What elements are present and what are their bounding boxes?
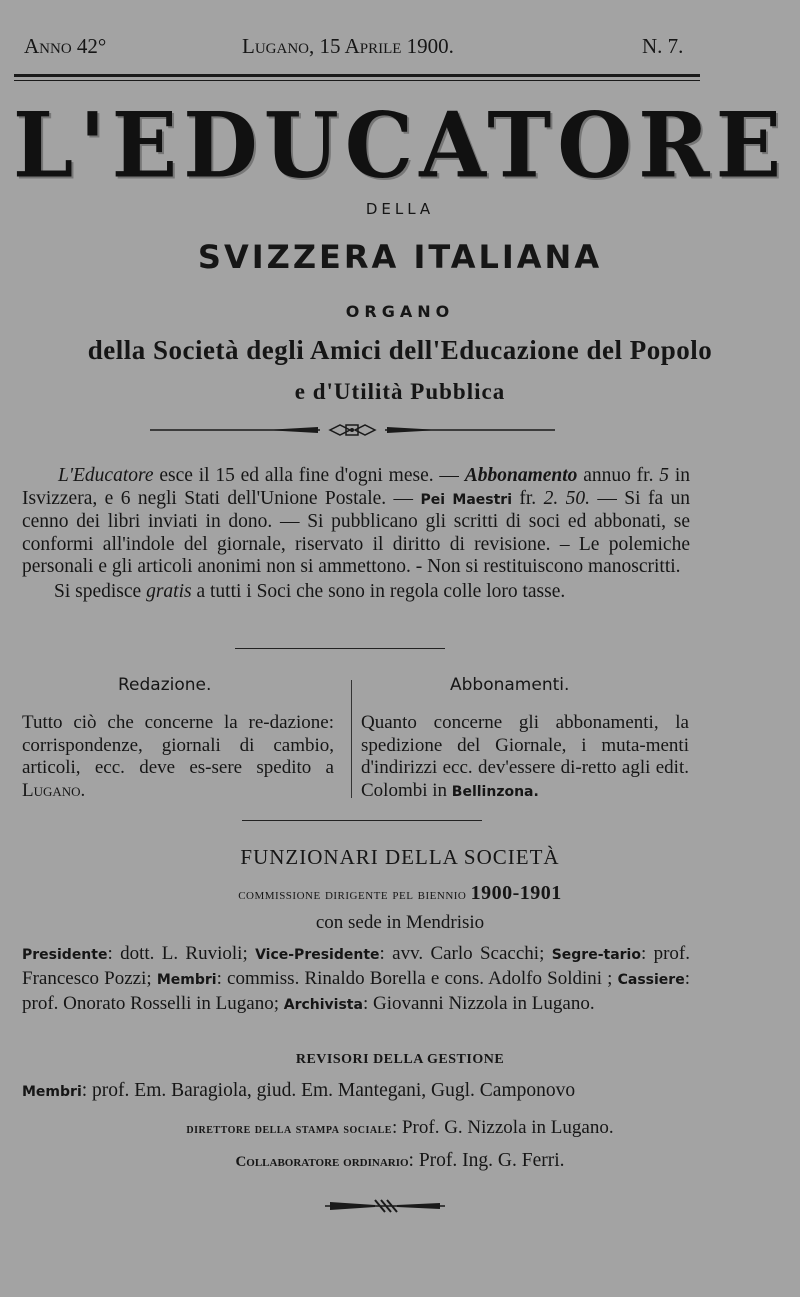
column-divider [351, 680, 352, 798]
membri-label: Membri [156, 972, 217, 988]
commissione-line [0, 882, 800, 905]
ornament-divider-icon [150, 420, 555, 440]
notice-paragraph [22, 465, 690, 603]
header-rule-top [14, 74, 700, 77]
society-name-line1: della Società degli Amici dell'Educazione del Popolo [87, 335, 713, 365]
notice-text-3: in Isvizzera, e 6 negli Stati dell'Unione Postale. — [22, 465, 690, 509]
revisori-label: Membri [22, 1084, 82, 1100]
abbonamenti-city: Bellinzona. [451, 783, 539, 800]
notice-abbonamento: Abbonamento [464, 465, 578, 486]
notice-text-4: fr. [512, 487, 544, 509]
issue-number: N. 7. [642, 34, 684, 58]
abbonamenti-text-block [361, 712, 689, 803]
presidente-name: : dott. L. Ruvioli; [107, 943, 256, 964]
gratis-word: gratis [146, 580, 192, 602]
revisori-names: : prof. Em. Baragiola, giud. Em. Mantegani, Gugl. Camponovo [81, 1080, 576, 1101]
commissione-label: commissione dirigente pel biennio [238, 887, 471, 903]
direttore-name: : Prof. G. Nizzola in Lugano. [391, 1117, 614, 1138]
segretario-name: : prof. Francesco Pozzi; [22, 943, 691, 989]
archivista-label: Archivista [283, 997, 363, 1013]
notice-text-2: annuo fr. [577, 465, 660, 486]
officers-list [22, 942, 690, 1017]
place-date: Lugano, 15 Aprile 1900. [242, 34, 454, 58]
masthead-title: L'EDUCATORE [12, 92, 788, 199]
cassiere-label: Cassiere [617, 972, 685, 988]
archivista-name: : Giovanni Nizzola in Lugano. [362, 993, 595, 1014]
notice-price-2: 2. 50. [543, 487, 590, 509]
presidente-label: Presidente [22, 947, 108, 963]
redazione-text: Tutto ciò che concerne la re-dazione: corrispondenze, giornali di cambio, articoli, ecc. deve es-sere spedito a [22, 712, 334, 778]
notice-pei-maestri: Pei Maestri [420, 491, 512, 508]
cassiere-name: : prof. Onorato Rosselli in Lugano; [22, 968, 690, 1014]
collaboratore-name: : Prof. Ing. G. Ferri. [408, 1150, 565, 1171]
society-name-line2: e d'Utilità Pubblica [294, 379, 506, 404]
header-rule-bottom [14, 80, 700, 81]
collaboratore-line [0, 1150, 800, 1172]
abbonamenti-text: Quanto concerne gli abbonamenti, la spedizione del Giornale, i muta-menti d'indirizzi ecc. dev'essere di-retto agli edit. Colombi in [361, 712, 689, 801]
redazione-city: Lugano. [22, 779, 86, 801]
end-ornament-icon [325, 1196, 445, 1216]
gratis-post: a tutti i Soci che sono in regola colle loro tasse. [191, 580, 566, 602]
notice-text-1: esce il 15 ed alla fine d'ogni mese. — [153, 465, 465, 486]
notice-educatore: L'Educatore [58, 465, 154, 486]
section-rule-2 [242, 820, 482, 821]
redazione-text-block [22, 712, 334, 802]
masthead-organo: ORGANO [345, 302, 455, 321]
revisori-title: REVISORI DELLA GESTIONE [295, 1052, 505, 1067]
membri-names: : commiss. Rinaldo Borella e cons. Adolfo Soldini ; [216, 968, 618, 989]
sede-line: con sede in Mendrisio [315, 912, 485, 933]
vice-name: : avv. Carlo Scacchi; [379, 943, 552, 964]
direttore-line [0, 1117, 800, 1139]
notice-price-1: 5 [659, 465, 670, 486]
gratis-pre: Si spedisce [54, 580, 147, 602]
redazione-title: Redazione. [118, 675, 212, 695]
notice-text-5: — Si fa un cenno dei libri inviati in dono. — Si pubblicano gli scritti di soci ed abbonati, se conformi all'indole del giornale, riservato il diritto di revisione. – Le polemiche personali e gli articoli anonimi non si ammettono. - Non si restituiscono manoscritti. [22, 487, 691, 577]
vice-label: Vice-Presidente [255, 947, 380, 963]
funzionari-title: FUNZIONARI DELLA SOCIETÀ [240, 845, 560, 869]
masthead-subtitle: SVIZZERA ITALIANA [197, 238, 603, 276]
anno-label: Anno 42° [24, 34, 107, 58]
biennio-years: 1900-1901 [470, 882, 562, 904]
collaboratore-label: Collaboratore ordinario [235, 1154, 409, 1170]
segretario-label: Segre-tario [551, 947, 641, 963]
direttore-label: direttore della stampa sociale [186, 1122, 392, 1137]
section-rule-1 [235, 648, 445, 649]
abbonamenti-title: Abbonamenti. [450, 675, 570, 695]
revisori-line [22, 1080, 692, 1102]
issue-header [20, 34, 698, 64]
masthead-della: DELLA [365, 200, 435, 218]
